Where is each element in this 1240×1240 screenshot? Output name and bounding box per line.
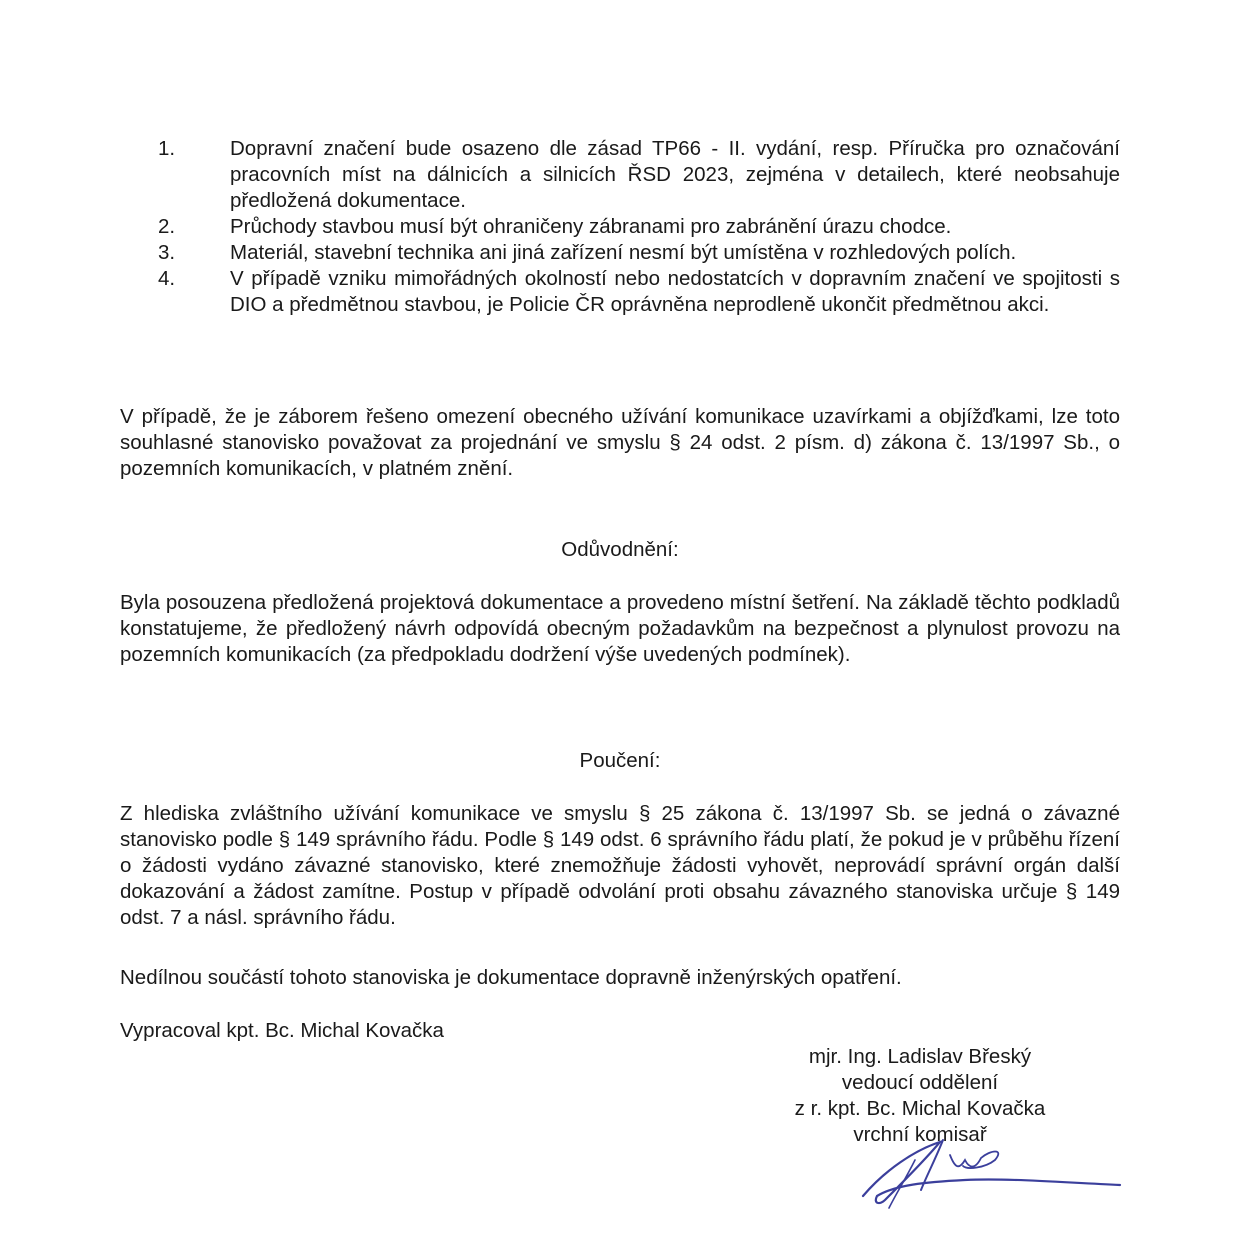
list-item — [120, 214, 1120, 240]
list-item-text: V případě vzniku mimořádných okolností nebo nedostatcích v dopravním značení ve spojitosti s DIO a předmětnou stavbou, je Policie ČR oprávněna neprodleně ukončit předmětnou akci. — [230, 267, 1120, 316]
closure-paragraph: V případě, že je záborem řešeno omezení obecného užívání komunikace uzavírkami a objížďkami, lze toto souhlasné stanovisko považovat za projednání ve smyslu § 24 odst. 2 písm. d) zákona č. 13/1997 Sb., o pozemních komunikacích, v platném znění. — [120, 405, 1120, 480]
instruction-text: Z hlediska zvláštního užívání komunikace ve smyslu § 25 zákona č. 13/1997 Sb. se jedná o závazné stanovisko podle § 149 správního řádu. Podle § 149 odst. 6 správního řádu platí, že pokud je v průběhu řízení o žádosti vydáno závazné stanovisko, které znemožňuje žádosti vyhovět, neprovádí správní orgán další dokazování a žádost zamítne. Postup v případě odvolání proti obsahu závazného stanoviska určuje § 149 odst. 7 a násl. správního řádu. — [120, 802, 1120, 929]
list-item-text: Materiál, stavební technika ani jiná zařízení nesmí být umístěna v rozhledových polích. — [230, 241, 1017, 264]
justification-heading: Odůvodnění: — [561, 538, 679, 561]
signatory-on-behalf: z r. kpt. Bc. Michal Kovačka — [794, 1097, 1046, 1120]
instruction-heading: Poučení: — [579, 749, 661, 772]
conditions-list — [120, 136, 1120, 318]
list-item-number: 4. — [158, 267, 176, 290]
handwritten-signature-icon — [855, 1130, 1130, 1210]
attachment-note: Nedílnou součástí tohoto stanoviska je dokumentace dopravně inženýrských opatření. — [120, 966, 902, 989]
list-item-text: Průchody stavbou musí být ohraničeny zábranami pro zabránění úrazu chodce. — [230, 215, 952, 238]
list-item — [120, 136, 1120, 214]
list-item-text: Dopravní značení bude osazeno dle zásad TP66 - II. vydání, resp. Příručka pro označování pracovních míst na dálnicích a silnicích ŘSD 2023, zejména v detailech, které neobsahuje předložená dokumentace. — [230, 137, 1120, 212]
signatory-position: vedoucí oddělení — [841, 1071, 999, 1094]
list-item-number: 3. — [158, 241, 176, 264]
prepared-by: Vypracoval kpt. Bc. Michal Kovačka — [120, 1019, 444, 1042]
list-item-number: 2. — [158, 215, 176, 238]
list-item-number: 1. — [158, 137, 176, 160]
signatory-rank: vrchní komisař — [853, 1123, 987, 1146]
list-item — [120, 240, 1120, 266]
justification-text: Byla posouzena předložená projektová dokumentace a provedeno místní šetření. Na základě těchto podkladů konstatujeme, že předložený návrh odpovídá obecným požadavkům na bezpečnost a plynulost provozu na pozemních komunikacích (za předpokladu dodržení výše uvedených podmínek). — [120, 591, 1120, 666]
signatory-name: mjr. Ing. Ladislav Břeský — [808, 1045, 1032, 1068]
list-item — [120, 266, 1120, 318]
